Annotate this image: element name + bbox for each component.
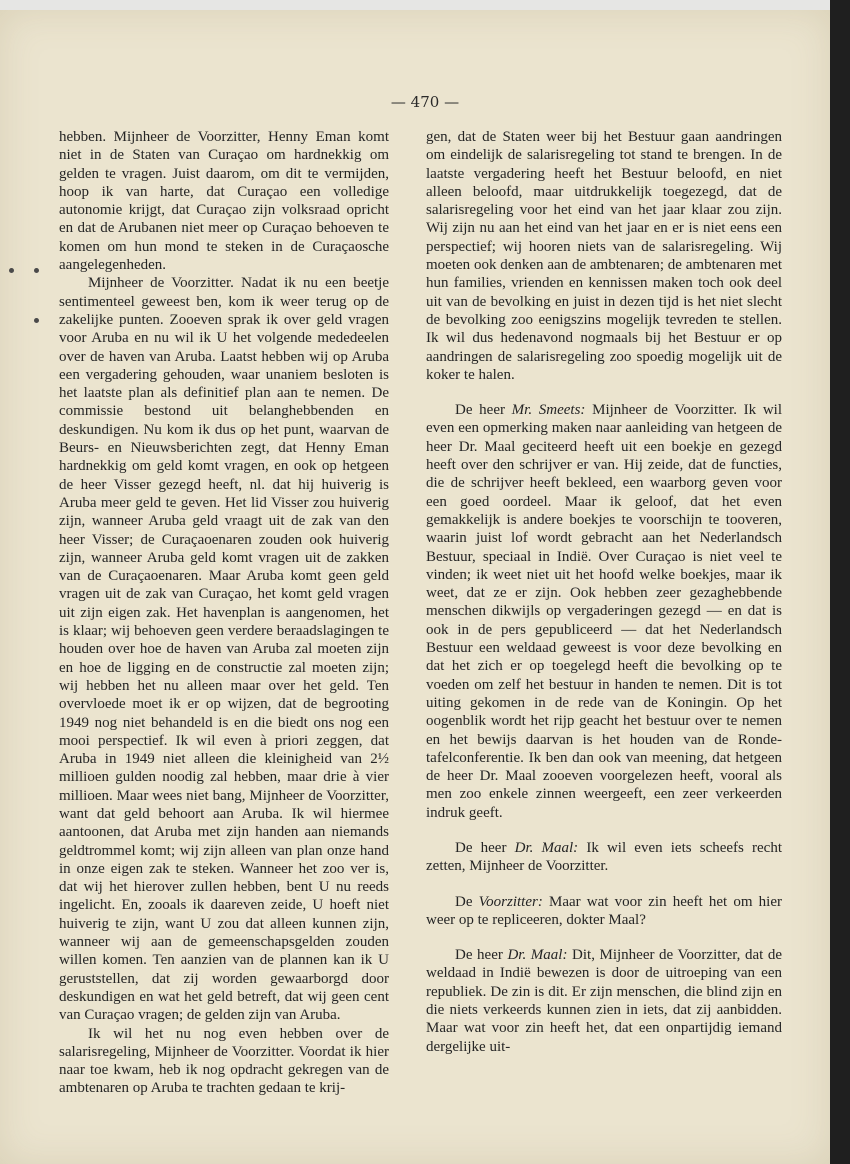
right-column bbox=[426, 128, 782, 1056]
paragraph: gen, dat de Staten weer bij het Bestuur gaan aandringen om eindelijk de salarisregeling tot stand te brengen. In de laatste vergadering heeft het Bestuur beloofd, en niet alleen beloofd, maar uitdrukkelijk toegezegd, dat de salarisregeling voor het eind van het jaar klaar zou zijn. Wij zijn nu aan het eind van het jaar en er is niet eens een perspectief; wij hooren niets van de salarisregeling. Wij moeten ook denken aan de ambtenaren; de ambtenaren met hun families, vrienden en kennissen maken toch ook deel uit van de bevolking en juist in dezen tijd is het niet slecht de bevolking zoo eenigszins mogelijk tevreden te stellen. Ik wil dus hedenavond nogmaals bij het Bestuur er op aandringen de salarisregeling zoo spoedig mogelijk uit de koker te halen. bbox=[426, 129, 782, 383]
speech-text: Maar wat voor zin heeft het om hier weer op te repliceeren, dokter Maal? bbox=[426, 893, 782, 928]
paragraph: Mijnheer de Voorzitter. Nadat ik nu een beetje sentimenteel geweest ben, kom ik weer terug op de zakelijke punten. Zooeven sprak ik over geld vragen voor Aruba en nu wil ik U het volgende mededeelen over de haven van Aruba. Laatst hebben wij op Aruba een vergadering gehouden, waar unaniem besloten is het laatste plan als definitief plan aan te nemen. De commissie bestond uit belanghebbenden en deskundigen. Nu kom ik dus op het punt, waarvan de Beurs- en Nieuwsberichten zegt, dat Henny Eman hardnekkig om geld komt vragen, en ook op hetgeen de heer Visser gezegd heeft, nl. dat hij huiverig is Aruba meer geld te geven. Het lid Visser zou huiverig zijn, wanneer Aruba geld vraagt uit de zak van den heer Visser; de Curaçaoenaren zouden ook huiverig zijn, wanneer Aruba geld komt vragen uit de zakken van de Curaçaoenaren. Maar Aruba komt geen geld vragen uit de zak van Curaçao, het komt geld vragen uit zijn eigen zak. Het havenplan is aangenomen, het is klaar; wij behoeven geen verdere beraadslagingen te houden over hoe de haven van Aruba zal moeten zijn en hoe de ligging en de constructie zal moeten zijn; wij hebben het nu alleen maar over het geld. Ten overvloede moet ik er op wijzen, dat de begrooting 1949 nog niet behandeld is en die biedt ons nog een mooi perspectief. Ik wil even à priori zeggen, dat Aruba in 1949 niet alleen die kleinigheid van 2½ millioen gulden noodig zal hebben, maar drie à vier millioen. Maar wees niet bang, Mijnheer de Voorzitter, want dat geld behoort aan Aruba. Ik wil hiermee aantoonen, dat Aruba met zijn handen aan niemands geldtrommel komt; wij zijn alleen van plan onze hand in onze eigen zak te steken. Wanneer het zoo ver is, dat wij het hierover zullen hebben, bent U nu reeds ingelicht. En, zooals ik daareven zeide, U hoeft niet huiverig te zijn, want U zou dat alleen kunnen zijn, wanneer wij aan de gemeenschapsgelden zouden willen komen. Ten aanzien van de plannen kan ik U geruststellen, dat zij worden gewaarborgd door deskundigen en wat het geld betreft, dat wij geen cent van Curaçao vragen; de gelden zijn van Aruba. bbox=[59, 275, 389, 1024]
speech-text: Ik wil even iets scheefs recht zetten, Mijnheer de Voorzitter. bbox=[426, 839, 783, 875]
speaker-name: Dr. Maal: bbox=[514, 839, 579, 856]
left-column bbox=[59, 128, 389, 1098]
speech-paragraph bbox=[426, 946, 782, 1056]
speaker-prefix: De bbox=[455, 893, 479, 910]
speech-text: Mijnheer de Voorzitter. Ik wil even een opmerking maken naar aanleiding van hetgeen de heer Dr. Maal geciteerd heeft uit een boekje en gezegd heeft over den schrijver er van. Hij zeide, dat de functies, die de schrijver heeft bekleed, een waarborg geven voor een goed oordeel. Maar ik geloof, dat het even gemakkelijk is andere boekjes te voorschijn te tooveren, waarin juist lof wordt gebracht aan het Nederlandsch Bestuur, speciaal in Indië. Over Curaçao is niet veel te vinden; ik weet niet uit het hoofd welke boekjes, maar ik weet, dat ze er zijn. Ook hebben zeer gezaghebbende menschen dikwijls op vergaderingen gezegd — en dat is ook in de pers gepubliceerd — dat het Nederlandsch Bestuur een weldaad geweest is voor deze bevolking en dat het zich er op toegelegd heeft die bevolking op te voeden om zelf het bestuur in handen te nemen. Dit is tot uiting gekomen in de rede van de Koningin. Op het oogenblik wordt het rijp geacht het bestuur over te nemen en het bewijs daarvan is het houden van de Ronde-tafelconferentie. Ik ben dan ook van meening, dat hetgeen de heer Dr. Maal zooeven voorgelezen heeft, vooral als men zoo enkele zinnen weergeeft, een zeer verkeerden indruk geeft. bbox=[426, 402, 782, 821]
speaker-name: Mr. Smeets: bbox=[511, 402, 586, 419]
margin-dot bbox=[9, 268, 14, 273]
margin-dot bbox=[34, 268, 39, 273]
scan-top-margin bbox=[0, 0, 850, 10]
page-number: — 470 — bbox=[390, 93, 460, 111]
speech-paragraph bbox=[426, 893, 782, 930]
speaker-name: Voorzitter: bbox=[478, 893, 543, 910]
speech-text: Dit, Mijnheer de Voorzitter, dat de weldaad in Indië bewezen is door de uitroeping van een republiek. De zin is dit. Er zijn menschen, die blind zijn en die niets verkeerds kunnen zien in iets, dat zij aanbidden. Maar wat voor zin heeft het, dat een onpartijdig iemand dergelijke uit- bbox=[426, 947, 782, 1055]
margin-dot bbox=[34, 318, 39, 323]
speaker-prefix: De heer bbox=[455, 947, 508, 964]
speaker-name: Dr. Maal: bbox=[507, 947, 568, 964]
speech-paragraph bbox=[426, 401, 782, 822]
paragraph: hebben. Mijnheer de Voorzitter, Henny Eman komt niet in de Staten van Curaçao om hardnekkig om gelden te vragen. Juist daarom, om dit te vermijden, hoop ik van harte, dat Curaçao een volledige autonomie krijgt, dat Curaçao zijn volksraad opricht en dat de Arubanen niet meer op Curaçao behoeven te komen om hun mond te steken in de Curaçaosche aangelegenheden. bbox=[59, 129, 389, 274]
speaker-prefix: De heer bbox=[455, 839, 515, 856]
speech-paragraph bbox=[426, 839, 782, 876]
scan-right-edge bbox=[830, 0, 850, 1164]
paragraph: Ik wil het nu nog even hebben over de salarisregeling, Mijnheer de Voorzitter. Voordat ik hier naar toe kwam, heb ik nog opdracht gekregen van de ambtenaren op Aruba te trachten gedaan te krij- bbox=[59, 1025, 389, 1097]
speaker-prefix: De heer bbox=[455, 402, 512, 419]
